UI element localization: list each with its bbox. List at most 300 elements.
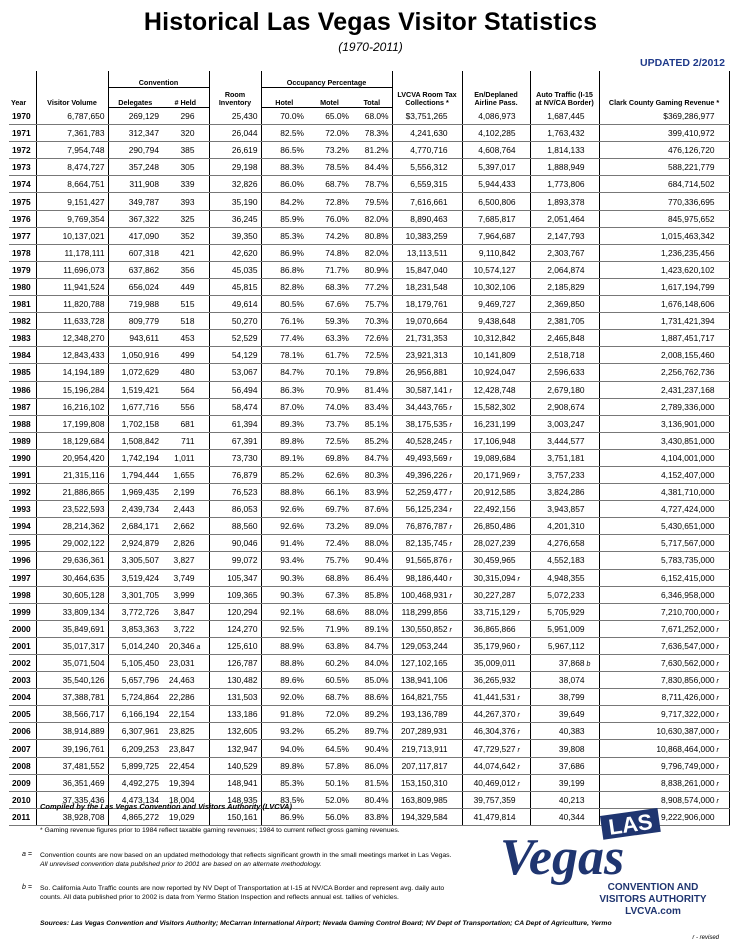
cell-held-value: 320 <box>180 128 195 139</box>
cell-gaming-value: 588,221,779 <box>667 162 715 173</box>
cell-held-value: 23,825 <box>168 726 195 737</box>
cell-room-inventory <box>209 108 261 125</box>
cell-room-tax-note: r <box>449 575 452 583</box>
cell-held-value: 556 <box>180 401 195 412</box>
cell-visitor-volume-value: 20,954,420 <box>62 452 105 463</box>
cell-total-value: 84.7% <box>364 640 389 651</box>
cell-visitor-volume-value: 9,769,354 <box>67 213 105 224</box>
cell-room-inventory <box>209 432 261 449</box>
cell-auto-traffic-value: 1,814,133 <box>547 145 585 156</box>
cell-year-value: 1987 <box>12 401 31 412</box>
cell-gaming-value: 10,630,387,000 <box>656 726 715 737</box>
logo-las-text: LAS <box>606 808 654 840</box>
table-row <box>9 125 729 142</box>
cell-gaming-note: r <box>716 797 719 805</box>
cell-auto-traffic <box>530 757 599 774</box>
cell-year <box>9 278 36 295</box>
cell-gaming-note: r <box>716 712 719 720</box>
cell-visitor-volume <box>36 125 108 142</box>
cell-total-value: 81.4% <box>364 384 389 395</box>
cell-airline <box>462 518 530 535</box>
cell-airline-value: 19,089,684 <box>473 452 516 463</box>
cell-gaming <box>599 723 729 740</box>
cell-gaming-value: 6,346,958,000 <box>660 589 715 600</box>
cell-room-tax-value: 207,117,817 <box>401 760 448 771</box>
cell-room-inventory-value: 25,430 <box>231 110 258 121</box>
cell-auto-traffic <box>530 381 599 398</box>
cell-gaming <box>599 296 729 313</box>
cell-room-inventory <box>209 637 261 654</box>
cell-year-value: 1975 <box>12 196 31 207</box>
cell-auto-traffic-value: 2,908,674 <box>547 401 585 412</box>
cell-total-value: 88.0% <box>364 606 389 617</box>
cell-auto-traffic <box>530 125 599 142</box>
cell-airline <box>462 296 530 313</box>
cell-gaming <box>599 278 729 295</box>
cell-visitor-volume <box>36 501 108 518</box>
cell-airline-note: r <box>517 763 520 771</box>
cell-total-value: 80.3% <box>364 470 389 481</box>
cell-hotel <box>261 347 307 364</box>
cell-gaming-value: 7,830,856,000 <box>660 675 715 686</box>
cell-gaming-value: 6,152,415,000 <box>660 572 715 583</box>
cell-year-value: 1999 <box>12 606 31 617</box>
cell-motel-value: 52.0% <box>325 794 349 805</box>
cell-room-inventory-value: 76,523 <box>231 487 258 498</box>
cell-airline-value: 10,574,127 <box>473 264 516 275</box>
cell-auto-traffic-value: 3,824,286 <box>547 487 585 498</box>
cell-total-value: 79.8% <box>364 367 389 378</box>
cell-room-inventory-value: 105,347 <box>227 572 258 583</box>
cell-hotel-value: 86.3% <box>280 384 304 395</box>
cell-gaming-note: r <box>716 678 719 686</box>
cell-hotel <box>261 603 307 620</box>
cell-delegates-value: 2,924,879 <box>121 538 159 549</box>
cell-year-value: 1973 <box>12 162 31 173</box>
cell-year <box>9 757 36 774</box>
cell-motel-value: 50.1% <box>325 777 349 788</box>
cell-visitor-volume-value: 30,464,635 <box>62 572 105 583</box>
cell-room-inventory <box>209 364 261 381</box>
cell-room-inventory-value: 150,161 <box>227 811 258 822</box>
cell-room-tax-value: 56,125,234 <box>405 504 448 515</box>
cell-motel <box>307 757 352 774</box>
col-held: # Held <box>162 88 209 108</box>
cell-room-inventory <box>209 227 261 244</box>
cell-year-value: 1989 <box>12 435 31 446</box>
table-row <box>9 569 729 586</box>
cell-auto-traffic <box>530 364 599 381</box>
cell-hotel-value: 84.2% <box>280 196 304 207</box>
table-row <box>9 535 729 552</box>
cell-hotel-value: 92.0% <box>280 692 304 703</box>
cell-visitor-volume <box>36 569 108 586</box>
cell-room-inventory-value: 131,503 <box>227 692 258 703</box>
cell-hotel-value: 94.0% <box>280 743 304 754</box>
cell-room-inventory-value: 52,529 <box>231 333 258 344</box>
cell-gaming-value: 1,617,194,799 <box>660 281 715 292</box>
cell-year <box>9 518 36 535</box>
cell-gaming <box>599 193 729 210</box>
cell-auto-traffic <box>530 672 599 689</box>
cell-gaming-value: 1,676,148,606 <box>660 299 715 310</box>
statistics-table-wrap <box>9 71 729 826</box>
cell-room-tax <box>392 603 462 620</box>
cell-auto-traffic-value: 1,687,445 <box>547 110 585 121</box>
cell-held <box>162 125 209 142</box>
cell-hotel <box>261 227 307 244</box>
cell-room-tax <box>392 193 462 210</box>
cell-held-value: 3,999 <box>173 589 195 600</box>
cell-held <box>162 159 209 176</box>
cell-auto-traffic <box>530 227 599 244</box>
cell-delegates <box>108 620 162 637</box>
cell-year-value: 2000 <box>12 623 31 634</box>
cell-room-tax <box>392 620 462 637</box>
cell-delegates <box>108 142 162 159</box>
cell-airline-value: 33,715,129 <box>473 606 516 617</box>
cell-year-value: 1998 <box>12 589 31 600</box>
col-convention: Convention <box>108 71 209 88</box>
cell-total <box>352 774 392 791</box>
cell-held-value: 23,847 <box>168 743 195 754</box>
cell-total <box>352 535 392 552</box>
cell-room-inventory <box>209 347 261 364</box>
cell-room-tax <box>392 689 462 706</box>
cell-room-inventory <box>209 740 261 757</box>
cell-room-inventory-value: 50,270 <box>231 316 258 327</box>
cell-year-value: 2009 <box>12 777 31 788</box>
cell-gaming <box>599 740 729 757</box>
cell-year <box>9 398 36 415</box>
cell-hotel-value: 88.8% <box>280 487 304 498</box>
cell-motel-value: 74.2% <box>325 230 349 241</box>
cell-gaming <box>599 637 729 654</box>
cell-room-tax-value: 21,731,353 <box>405 333 448 344</box>
cell-visitor-volume <box>36 142 108 159</box>
cell-airline-value: 5,944,433 <box>478 179 516 190</box>
cell-room-inventory <box>209 449 261 466</box>
cell-year <box>9 244 36 261</box>
cell-room-inventory <box>209 125 261 142</box>
table-row <box>9 244 729 261</box>
cell-room-tax-value: 13,113,511 <box>406 247 448 258</box>
cell-held-note: a <box>196 643 201 651</box>
cell-gaming <box>599 449 729 466</box>
cell-delegates <box>108 159 162 176</box>
cell-airline <box>462 603 530 620</box>
cell-delegates <box>108 757 162 774</box>
cell-room-inventory <box>209 620 261 637</box>
cell-room-inventory <box>209 398 261 415</box>
cell-visitor-volume-value: 35,540,126 <box>62 675 105 686</box>
cell-motel-value: 76.0% <box>325 213 349 224</box>
cell-auto-traffic-value: 4,276,658 <box>547 538 585 549</box>
cell-visitor-volume <box>36 449 108 466</box>
cell-room-tax-value: 130,550,852 <box>400 623 448 634</box>
cell-motel <box>307 466 352 483</box>
cell-visitor-volume-value: 38,914,889 <box>62 726 105 737</box>
cell-motel <box>307 125 352 142</box>
cell-room-tax <box>392 261 462 278</box>
cell-delegates-value: 3,519,424 <box>121 572 159 583</box>
cell-airline-value: 15,582,302 <box>473 401 516 412</box>
cell-room-tax-value: 138,941,106 <box>400 675 448 686</box>
cell-airline-value: 46,304,376 <box>473 726 516 737</box>
cell-gaming-value: 7,671,252,000 <box>660 623 715 634</box>
cell-year <box>9 603 36 620</box>
cell-visitor-volume-value: 23,522,593 <box>62 504 105 515</box>
cell-auto-traffic <box>530 210 599 227</box>
cell-motel-value: 63.8% <box>325 640 349 651</box>
cell-airline-value: 10,141,809 <box>473 350 516 361</box>
table-row <box>9 432 729 449</box>
cell-motel-value: 64.5% <box>325 743 349 754</box>
cell-held <box>162 501 209 518</box>
cell-delegates-value: 637,862 <box>128 264 159 275</box>
cell-held-value: 2,662 <box>173 521 195 532</box>
cell-visitor-volume <box>36 466 108 483</box>
cell-total <box>352 637 392 654</box>
table-row <box>9 637 729 654</box>
cell-visitor-volume-value: 7,954,748 <box>67 145 105 156</box>
cell-delegates-value: 349,787 <box>128 196 159 207</box>
cell-hotel-value: 78.1% <box>280 350 304 361</box>
cell-room-inventory-value: 49,614 <box>231 299 258 310</box>
cell-airline-note: r <box>517 643 520 651</box>
cell-room-inventory-value: 148,941 <box>227 777 258 788</box>
cell-room-inventory-value: 32,826 <box>231 179 258 190</box>
cell-year-value: 1985 <box>12 367 31 378</box>
table-row <box>9 689 729 706</box>
cell-motel-value: 68.8% <box>325 572 349 583</box>
cell-room-inventory <box>209 484 261 501</box>
cell-motel <box>307 501 352 518</box>
table-row <box>9 740 729 757</box>
cell-delegates-value: 4,865,272 <box>121 811 159 822</box>
cell-auto-traffic-value: 2,064,874 <box>547 264 585 275</box>
cell-motel <box>307 449 352 466</box>
cell-gaming-note: r <box>716 626 719 634</box>
cell-room-inventory-value: 42,620 <box>231 247 258 258</box>
cell-delegates-value: 607,318 <box>128 247 159 258</box>
cell-delegates-value: 1,508,842 <box>121 435 159 446</box>
cell-visitor-volume-value: 21,886,865 <box>62 487 105 498</box>
cell-held <box>162 484 209 501</box>
cell-held-value: 3,722 <box>173 623 195 634</box>
cell-gaming-value: 5,717,567,000 <box>660 538 715 549</box>
cell-delegates-value: 719,988 <box>128 299 159 310</box>
cell-year <box>9 808 36 825</box>
revised-note: r - revised <box>692 935 719 941</box>
cell-total-value: 70.3% <box>364 316 389 327</box>
cell-year-value: 2011 <box>12 811 31 822</box>
cell-auto-traffic-value: 38,074 <box>558 675 585 686</box>
cell-visitor-volume <box>36 484 108 501</box>
cell-visitor-volume <box>36 774 108 791</box>
cell-gaming <box>599 125 729 142</box>
cell-room-inventory-value: 133,186 <box>227 709 258 720</box>
cell-auto-traffic-value: 1,763,432 <box>547 128 585 139</box>
cell-visitor-volume <box>36 347 108 364</box>
cell-room-tax <box>392 347 462 364</box>
cell-gaming-value: 684,714,502 <box>667 179 715 190</box>
cell-delegates <box>108 774 162 791</box>
cell-airline <box>462 740 530 757</box>
cell-auto-traffic-value: 2,596,633 <box>547 367 585 378</box>
cell-delegates <box>108 672 162 689</box>
cell-held-value: 22,154 <box>168 709 195 720</box>
cell-held-value: 24,463 <box>168 675 195 686</box>
cell-total <box>352 603 392 620</box>
cell-delegates <box>108 723 162 740</box>
cell-hotel <box>261 244 307 261</box>
cell-room-inventory <box>209 603 261 620</box>
cell-auto-traffic <box>530 484 599 501</box>
cell-room-tax <box>392 330 462 347</box>
cell-year <box>9 484 36 501</box>
cell-room-tax-note: r <box>449 421 452 429</box>
cell-delegates <box>108 449 162 466</box>
cell-airline-value: 6,500,806 <box>478 196 516 207</box>
table-row <box>9 278 729 295</box>
table-row <box>9 552 729 569</box>
cell-held <box>162 518 209 535</box>
cell-year-value: 1982 <box>12 316 31 327</box>
cell-hotel <box>261 398 307 415</box>
cell-hotel <box>261 501 307 518</box>
cell-year <box>9 655 36 672</box>
cell-year-value: 1983 <box>12 333 31 344</box>
cell-total <box>352 620 392 637</box>
cell-visitor-volume <box>36 740 108 757</box>
cell-motel <box>307 330 352 347</box>
cell-gaming-value: 7,630,562,000 <box>660 658 715 669</box>
cell-airline-value: 35,179,960 <box>473 640 516 651</box>
cell-held <box>162 261 209 278</box>
cell-room-tax-value: 76,876,787 <box>405 521 448 532</box>
cell-room-tax-value: 127,102,165 <box>400 658 448 669</box>
cell-motel <box>307 808 352 825</box>
cell-room-tax-value: 118,299,856 <box>401 606 448 617</box>
cell-held-value: 515 <box>180 299 195 310</box>
cell-room-inventory-value: 56,494 <box>231 384 258 395</box>
cell-year <box>9 364 36 381</box>
table-row <box>9 501 729 518</box>
cell-room-tax <box>392 210 462 227</box>
cell-delegates <box>108 569 162 586</box>
cell-hotel <box>261 296 307 313</box>
cell-airline-note: r <box>517 712 520 720</box>
cell-auto-traffic <box>530 501 599 518</box>
cell-visitor-volume <box>36 176 108 193</box>
cell-gaming-value: 3,136,901,000 <box>660 418 715 429</box>
cell-year <box>9 672 36 689</box>
cell-airline-value: 26,850,486 <box>473 521 516 532</box>
cell-gaming-value: 1,887,451,717 <box>660 333 715 344</box>
cell-held-value: 2,443 <box>173 504 195 515</box>
cell-gaming-value: 8,908,574,000 <box>660 794 715 805</box>
cell-gaming <box>599 466 729 483</box>
cell-held-value: 1,011 <box>174 452 195 463</box>
cell-visitor-volume-value: 38,928,708 <box>62 811 105 822</box>
cell-year-value: 1970 <box>12 110 31 121</box>
cell-gaming <box>599 159 729 176</box>
cell-airline-value: 30,315,094 <box>473 572 516 583</box>
cell-motel-value: 73.2% <box>325 145 349 156</box>
cell-hotel <box>261 176 307 193</box>
cell-room-tax-value: 49,396,226 <box>405 470 448 481</box>
cell-delegates-value: 5,899,725 <box>121 760 159 771</box>
cell-year-value: 1997 <box>12 572 31 583</box>
cell-auto-traffic <box>530 142 599 159</box>
table-row <box>9 484 729 501</box>
cell-held <box>162 569 209 586</box>
cell-room-inventory <box>209 296 261 313</box>
cell-year-value: 1984 <box>12 350 31 361</box>
cell-room-inventory <box>209 586 261 603</box>
cell-delegates <box>108 398 162 415</box>
cell-room-inventory <box>209 518 261 535</box>
cell-motel-value: 72.0% <box>325 128 349 139</box>
cell-motel-value: 72.8% <box>325 196 349 207</box>
cell-hotel-value: 86.5% <box>280 145 304 156</box>
cell-year <box>9 227 36 244</box>
cell-gaming-value: 1,015,463,342 <box>660 230 715 241</box>
cell-airline-value: 20,171,969 <box>473 470 516 481</box>
cell-held-value: 23,031 <box>168 658 195 669</box>
cell-held <box>162 244 209 261</box>
cell-year-value: 1991 <box>12 470 31 481</box>
cell-held-value: 385 <box>180 145 195 156</box>
cell-year <box>9 108 36 125</box>
cell-delegates <box>108 261 162 278</box>
cell-delegates-value: 1,072,629 <box>121 367 159 378</box>
cell-auto-traffic-value: 40,344 <box>558 811 585 822</box>
cell-visitor-volume-value: 12,843,433 <box>62 350 105 361</box>
cell-room-inventory-value: 125,610 <box>227 640 258 651</box>
cell-year-value: 2002 <box>12 658 31 669</box>
cell-gaming-note: r <box>716 763 719 771</box>
cell-year <box>9 535 36 552</box>
cell-year <box>9 501 36 518</box>
cell-held <box>162 381 209 398</box>
cell-motel <box>307 313 352 330</box>
cell-room-tax <box>392 535 462 552</box>
cell-hotel-value: 89.1% <box>280 452 304 463</box>
cell-delegates <box>108 296 162 313</box>
cell-hotel-value: 91.8% <box>280 709 304 720</box>
cell-room-tax-value: $3,751,265 <box>405 110 448 121</box>
footnote-a-line2: All unrevised convention data published prior to 2001 are based on an alternate methodology. <box>40 861 322 869</box>
cell-held <box>162 193 209 210</box>
cell-year-value: 1971 <box>12 128 31 139</box>
cell-held <box>162 176 209 193</box>
cell-hotel-value: 86.8% <box>280 264 304 275</box>
cell-airline-value: 4,086,973 <box>478 110 516 121</box>
cell-delegates <box>108 364 162 381</box>
table-row <box>9 176 729 193</box>
cell-visitor-volume-value: 10,137,021 <box>62 230 105 241</box>
cell-gaming-value: 845,975,652 <box>667 213 715 224</box>
cell-year <box>9 620 36 637</box>
cell-motel-value: 68.3% <box>325 281 349 292</box>
cell-gaming <box>599 381 729 398</box>
cell-room-inventory <box>209 176 261 193</box>
cell-held-value: 296 <box>180 111 195 122</box>
cell-room-inventory-value: 132,605 <box>227 726 258 737</box>
cell-delegates <box>108 655 162 672</box>
